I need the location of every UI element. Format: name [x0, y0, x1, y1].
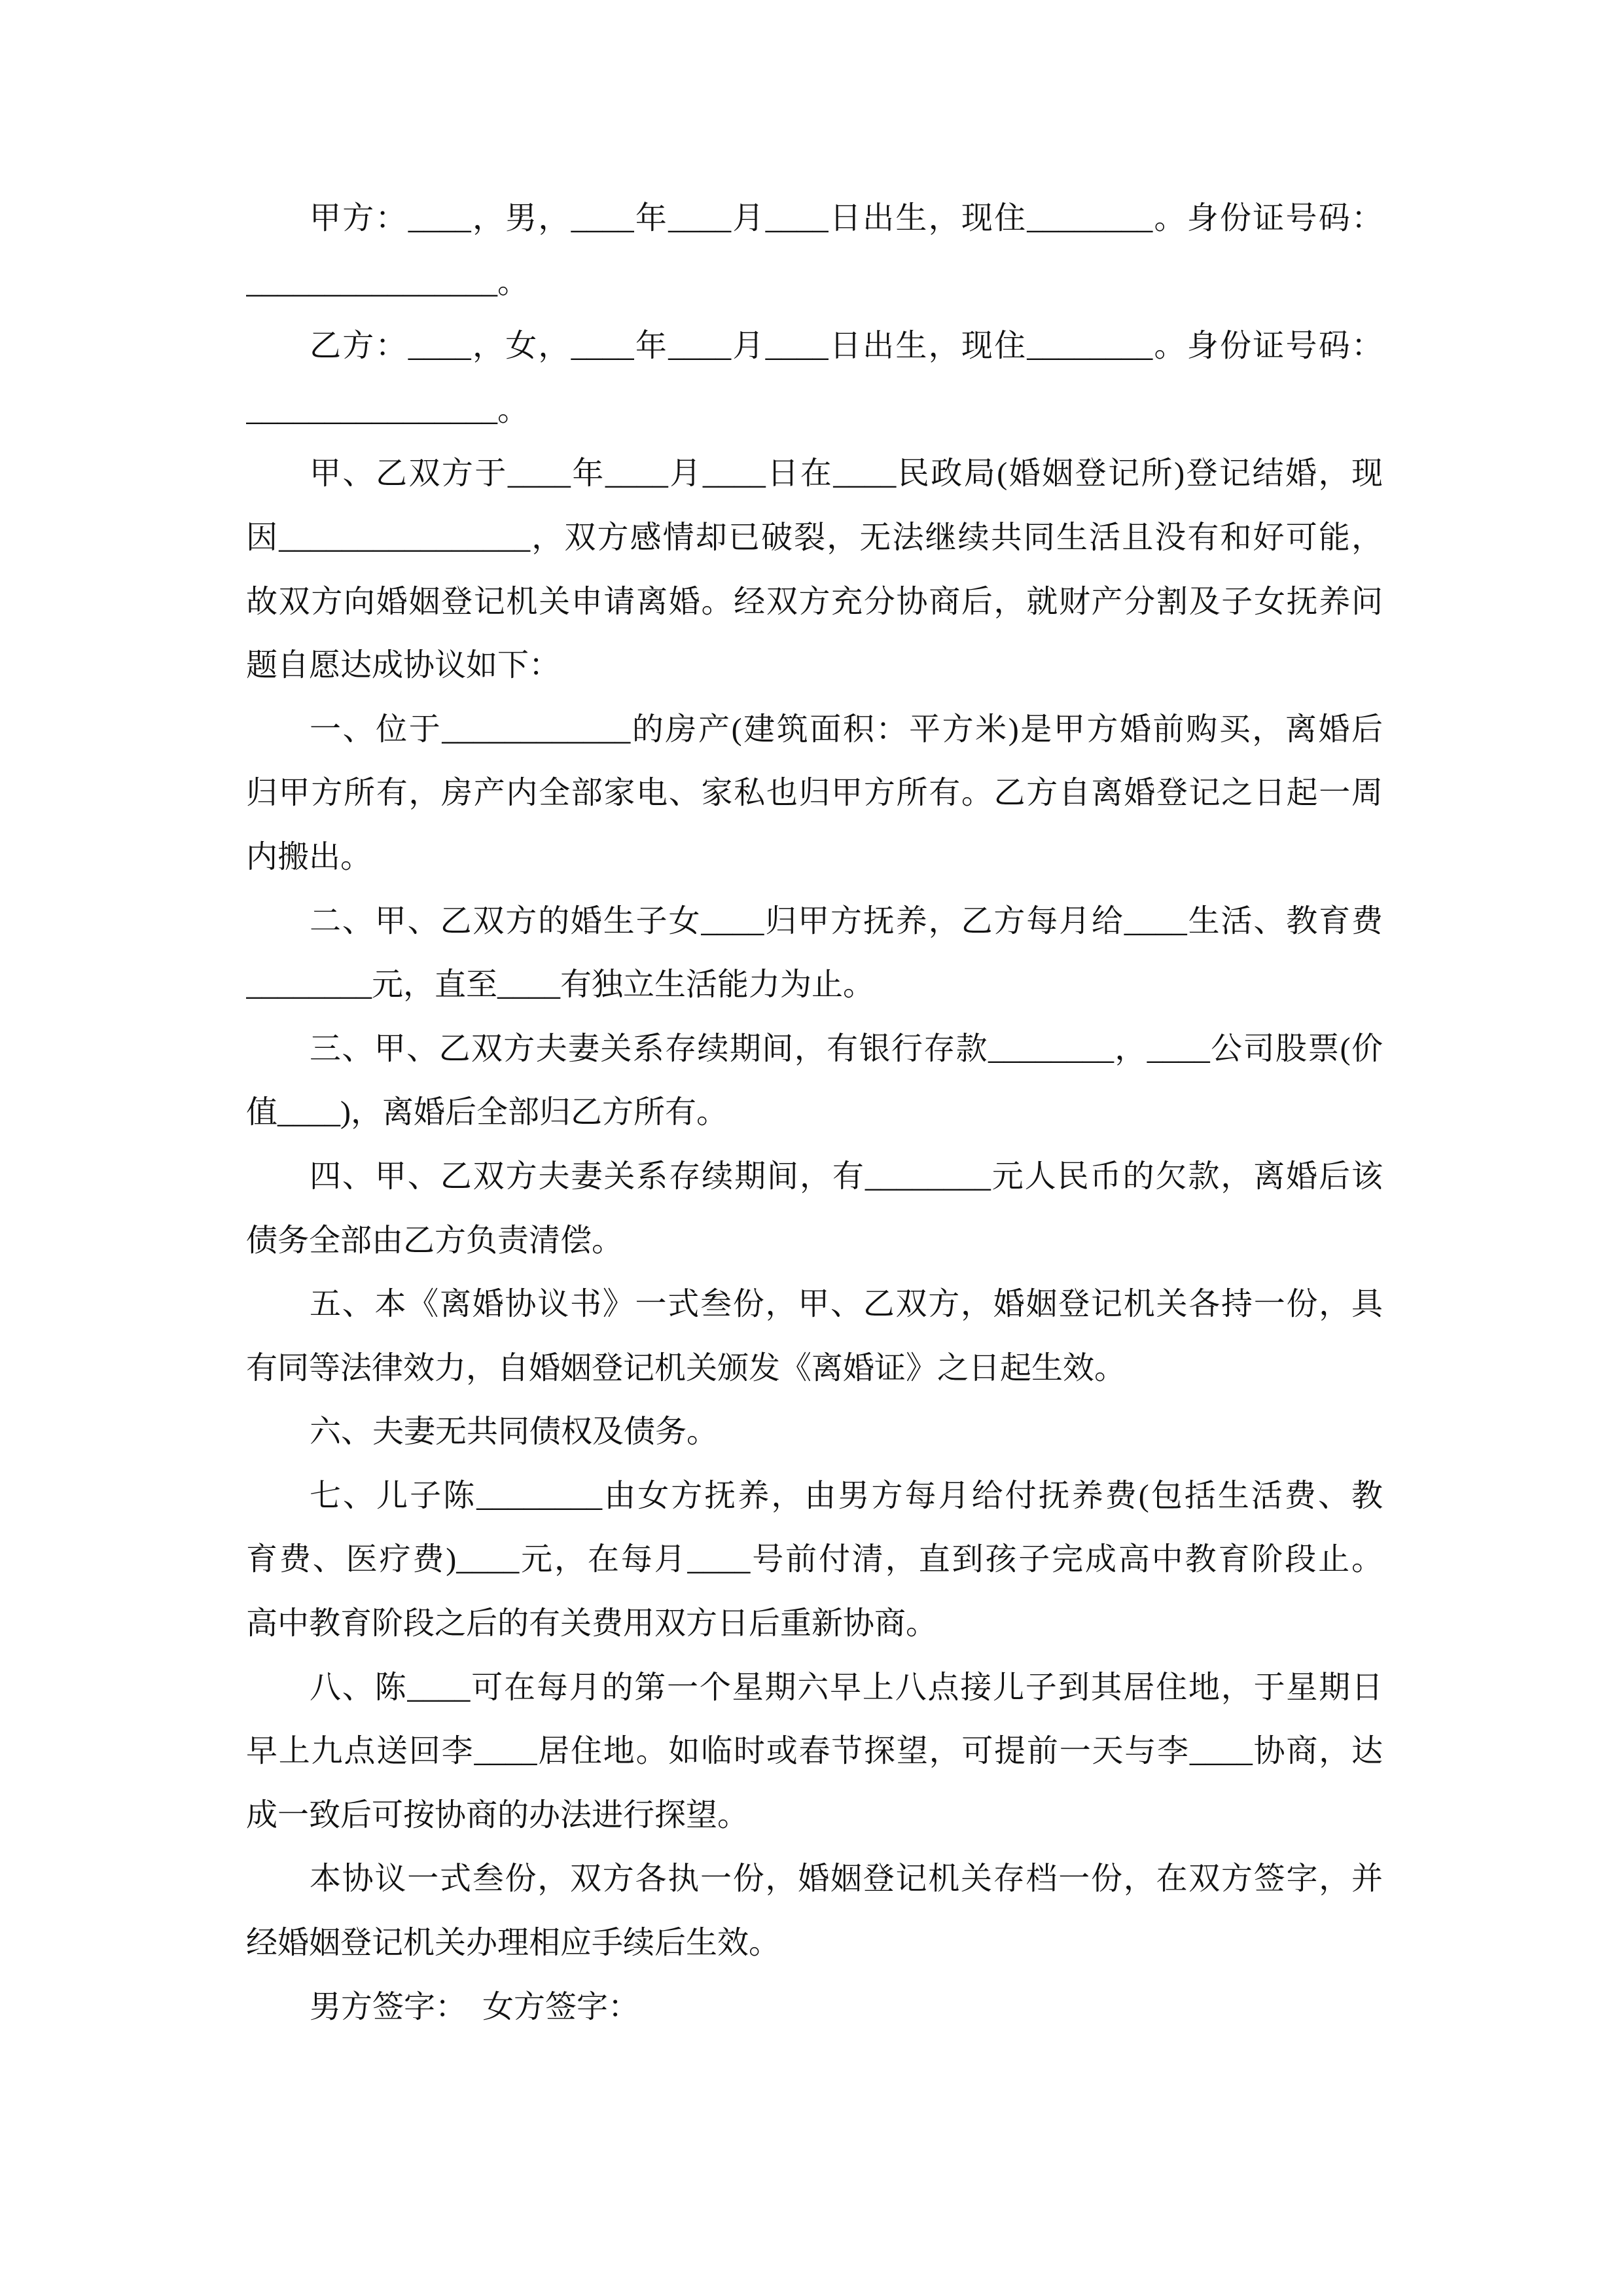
clause-6-line: 六、夫妻无共同债权及债务。	[310, 1414, 719, 1450]
clause-7-line: 育费、医疗费)____元，在每月____号前付清，直到孩子完成高中教育阶段止。	[246, 1542, 1383, 1577]
clause-1-line: 内搬出。	[246, 839, 372, 874]
preamble-line: 题自愿达成协议如下：	[246, 648, 561, 683]
signature-line: 男方签字： 女方签字：	[310, 1989, 640, 2024]
clause-3-line: 值____)，离婚后全部归乙方所有。	[246, 1095, 728, 1130]
clause-8-line: 成一致后可按协商的办法进行探望。	[246, 1797, 749, 1833]
clause-8-line: 八、陈____可在每月的第一个星期六早上八点接儿子到其居住地，于星期日	[310, 1670, 1383, 1705]
clause-5-line: 五、本《离婚协议书》一式叁份，甲、乙双方，婚姻登记机关各持一份，具	[310, 1287, 1383, 1322]
party-a-id-line: ________________。	[246, 264, 529, 300]
clause-7-line: 七、儿子陈________由女方抚养，由男方每月给付抚养费(包括生活费、教	[310, 1478, 1383, 1513]
preamble-line: 甲、乙双方于____年____月____日在____民政局(婚姻登记所)登记结婚，现	[310, 456, 1383, 492]
clause-1-line: 一、位于____________的房产(建筑面积：平方米)是甲方婚前购买，离婚后	[310, 711, 1383, 747]
preamble-line: 因________________，双方感情却已破裂，无法继续共同生活且没有和好可能，	[246, 520, 1383, 555]
closing-line: 经婚姻登记机关办理相应手续后生效。	[246, 1926, 781, 1961]
party-b-line: 乙方：____，女，____年____月____日出生，现住________。身份证号码：	[310, 329, 1383, 364]
clause-1-line: 归甲方所有，房产内全部家电、家私也归甲方所有。乙方自离婚登记之日起一周	[246, 776, 1383, 811]
clause-2-line: ________元，直至____有独立生活能力为止。	[246, 967, 875, 1003]
closing-line: 本协议一式叁份，双方各执一份，婚姻登记机关存档一份，在双方签字，并	[310, 1861, 1383, 1897]
clause-7-line: 高中教育阶段之后的有关费用双方日后重新协商。	[246, 1606, 938, 1641]
clause-3-line: 三、甲、乙双方夫妻关系存续期间，有银行存款________，____公司股票(价	[310, 1031, 1383, 1066]
party-a-line: 甲方：____，男，____年____月____日出生，现住________。身份证号码：	[310, 201, 1383, 236]
clause-5-line: 有同等法律效力，自婚姻登记机关颁发《离婚证》之日起生效。	[246, 1350, 1126, 1386]
clause-8-line: 早上九点送回李____居住地。如临时或春节探望，可提前一天与李____协商，达	[246, 1734, 1383, 1769]
clause-4-line: 四、甲、乙双方夫妻关系存续期间，有________元人民币的欠款，离婚后该	[310, 1158, 1383, 1194]
clause-2-line: 二、甲、乙双方的婚生子女____归甲方抚养，乙方每月给____生活、教育费	[310, 903, 1383, 939]
party-b-id-line: ________________。	[246, 392, 529, 427]
document-body	[246, 187, 1383, 2039]
clause-4-line: 债务全部由乙方负责清偿。	[246, 1223, 624, 1258]
preamble-line: 故双方向婚姻登记机关申请离婚。经双方充分协商后，就财产分割及子女抚养问	[246, 584, 1383, 619]
